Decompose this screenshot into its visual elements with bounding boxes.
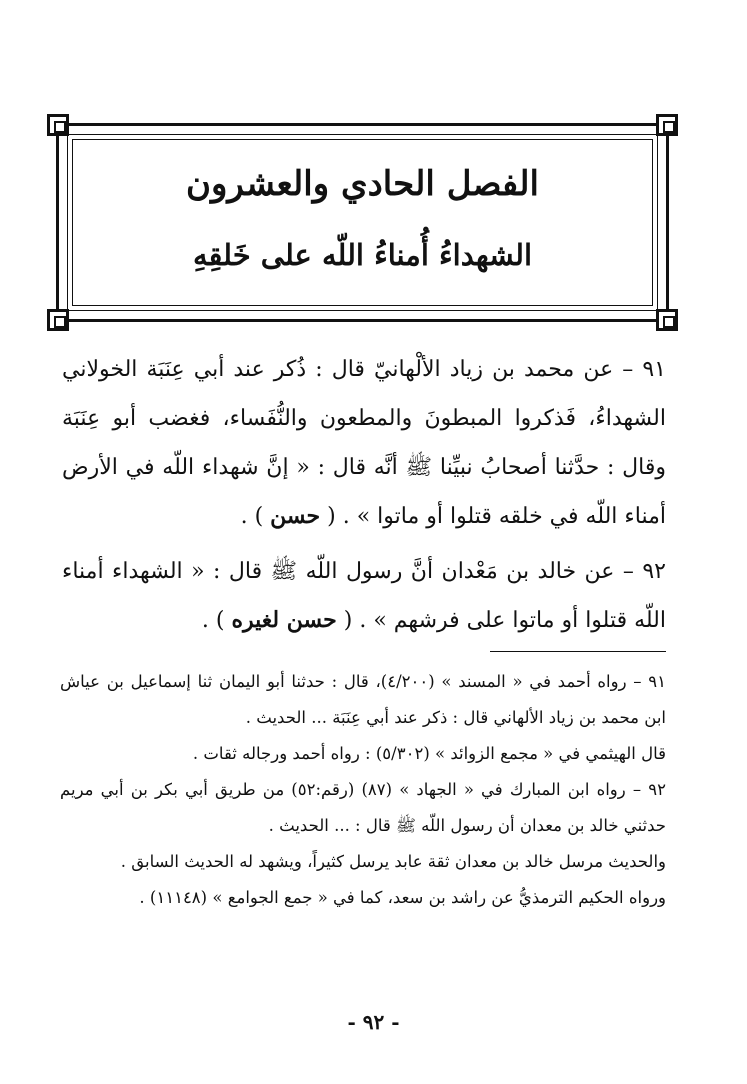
chapter-title: الفصل الحادي والعشرون xyxy=(186,164,539,204)
hadith-paragraph xyxy=(62,345,666,541)
hadith-close: ) . xyxy=(240,504,264,529)
hadith-text: ٩٢ – عن خالد بن مَعْدان أنَّ رسول اللّه ﷺ قال : « الشهداء أمناء اللّه قتلوا أو ماتوا على فرشهم » . ( xyxy=(62,559,666,633)
chapter-title-frame xyxy=(56,123,669,322)
footnote: ٩٢ – رواه ابن المبارك في « الجهاد » (٨٧) (رقم:٥٢) من طريق أبي بكر بن أبي مريم حدثني خالد بن معدان أن رسول اللّه ﷺ قال : ... الحديث . xyxy=(60,780,666,835)
chapter-subtitle: الشهداءُ أُمناءُ اللّه على خَلقِهِ xyxy=(192,238,533,272)
frame-corner-ornament xyxy=(47,309,69,331)
footnotes xyxy=(60,664,666,916)
footnote: والحديث مرسل خالد بن معدان ثقة عابد يرسل كثيراً، ويشهد له الحديث السابق . xyxy=(120,852,666,871)
page-number: - ٩٢ - xyxy=(347,1010,400,1034)
footnote: ورواه الحكيم الترمذيُّ عن راشد بن سعد، كما في « جمع الجوامع » (١١١٤٨) . xyxy=(139,888,666,907)
frame-corner-ornament xyxy=(656,309,678,331)
frame-corner-ornament xyxy=(656,114,678,136)
hadith-paragraph xyxy=(62,547,666,645)
footnote: ٩١ – رواه أحمد في « المسند » (٤/٢٠٠)، قال : حدثنا أبو اليمان ثنا إسماعيل بن عياش ابن محمد بن زياد الألهاني قال : ذكر عند أبي عِنَبَة ... الحديث . xyxy=(60,672,666,727)
hadith-close: ) . xyxy=(201,608,225,633)
hadith-body xyxy=(62,345,666,645)
hadith-grade: حسن xyxy=(270,503,321,529)
hadith-text: ٩١ – عن محمد بن زياد الألْهانيّ قال : ذُكر عند أبي عِنَبَة الخولاني الشهداءُ، فَذكروا المبطونَ والمطعون والنُّفَساء، فغضب أبو عِنَبَة وقال : حدَّثنا أصحابُ نبيِّنا ﷺ أنَّه قال : « إنَّ شهداء اللّه في الأرض أمناء اللّه في خلقه قتلوا أو ماتوا » . ( xyxy=(62,357,666,529)
frame-inner-border xyxy=(67,134,658,311)
footnote-separator xyxy=(490,651,666,652)
hadith-grade: حسن لغيره xyxy=(231,607,337,633)
frame-corner-ornament xyxy=(47,114,69,136)
footnote: قال الهيثمي في « مجمع الزوائد » (٥/٣٠٢) : رواه أحمد ورجاله ثقات . xyxy=(192,744,666,763)
